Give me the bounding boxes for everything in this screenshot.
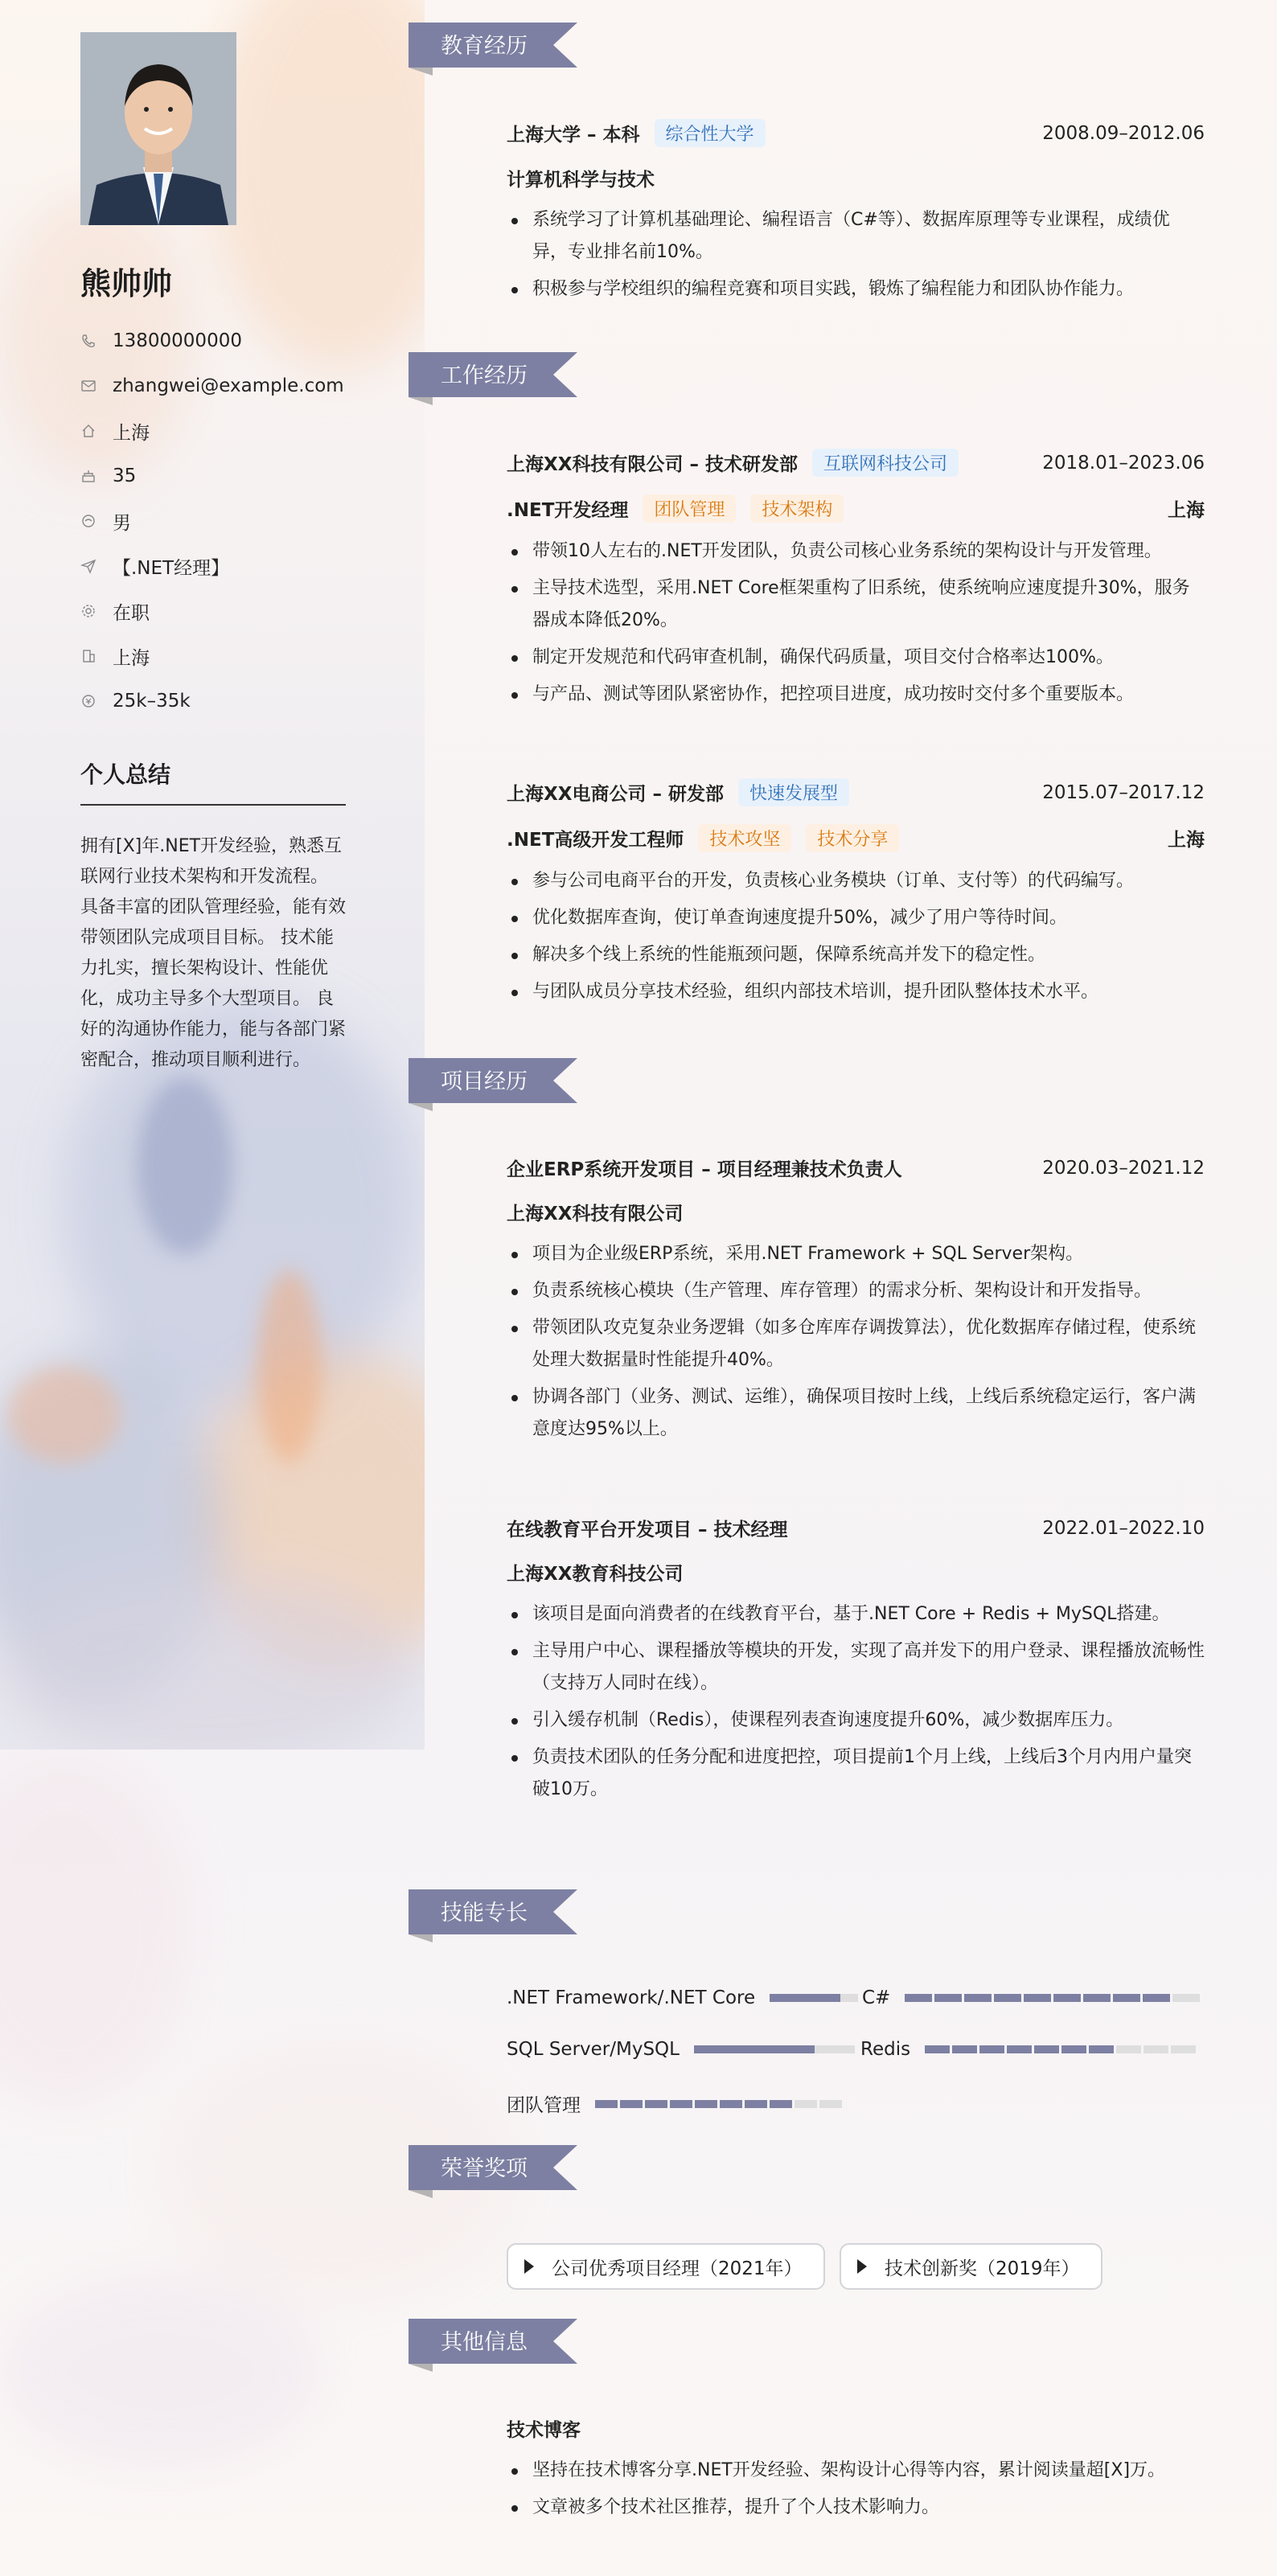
email-text: zhangwei@example.com (113, 375, 344, 396)
section-header-other (409, 2319, 585, 2372)
section-header-awards (409, 2145, 585, 2198)
section-title-work: 工作经历 (441, 363, 528, 388)
skill-level-bar (925, 2045, 1198, 2053)
skill-level-segment-filled (1083, 1994, 1111, 2002)
summary-text: 拥有[X]年.NET开发经验，熟悉互联网行业技术架构和开发流程。 具备丰富的团队管理经验，能有效带领团队完成项目目标。 技术能力扎实，擅长架构设计、性能优化，成功主导多个大型项目。 良好的沟通协作能力，能与各部门紧密配合，推动项目顺利进行。 (80, 836, 347, 1070)
list-item: 解决多个线上系统的性能瓶颈问题，保障系统高并发下的稳定性。 (507, 939, 1205, 971)
play-icon (857, 2259, 867, 2274)
skill-level-segment-filled (925, 2045, 950, 2053)
education-major: 计算机科学与技术 (507, 170, 655, 191)
list-item: 负责系统核心模块（生产管理、库存管理）的需求分析、架构设计和开发指导。 (507, 1275, 1205, 1307)
gender-text: 男 (113, 512, 131, 534)
section-header-skills (409, 1889, 585, 1942)
education-school: 上海大学 – 本科 (507, 125, 640, 146)
skill-level-segment-filled (979, 2045, 1004, 2053)
section-title-skills: 技能专长 (441, 1901, 528, 1926)
skill-level-segment-filled (670, 2100, 692, 2108)
work-skill-tag: 团队管理 (643, 494, 736, 523)
work-company: 上海XX电商公司 – 研发部 (507, 784, 724, 805)
cake-icon (80, 468, 96, 484)
work-skill-tag: 技术攻坚 (698, 824, 791, 852)
list-item: 与产品、测试等团队紧密协作，把控项目进度，成功按时交付多个重要版本。 (507, 679, 1205, 711)
section-title-awards: 荣誉奖项 (441, 2156, 528, 2181)
skill-level-segment-filled (1034, 2045, 1059, 2053)
skill-level-bar (595, 2100, 844, 2108)
skill-level-bar (770, 1994, 858, 2002)
work-skill-tag: 技术分享 (806, 824, 899, 852)
skill-level-rest (815, 2045, 855, 2053)
skill-level-segment-filled (770, 2100, 792, 2108)
skill-item (507, 2039, 855, 2060)
building-icon (80, 648, 96, 664)
contact-info (80, 318, 370, 724)
skill-name: Redis (860, 2039, 911, 2060)
skill-level-segment-filled (645, 2100, 667, 2108)
summary-title: 个人总结 (80, 761, 171, 788)
skill-item (862, 1987, 1202, 2008)
skill-level-fill (694, 2045, 815, 2053)
work-entry (507, 778, 1205, 1013)
play-icon (524, 2259, 534, 2274)
skill-level-segment-filled (745, 2100, 767, 2108)
skill-level-segment-filled (1061, 2045, 1086, 2053)
skill-level-fill (770, 1994, 840, 2002)
section-title-other: 其他信息 (441, 2330, 528, 2355)
work-company: 上海XX科技有限公司 – 技术研发部 (507, 454, 798, 475)
project-date: 2022.01–2022.10 (1042, 1517, 1205, 1539)
list-item: 项目为企业级ERP系统，采用.NET Framework + SQL Server架构。 (507, 1238, 1205, 1270)
project-entry (507, 1515, 1205, 1811)
list-item: 该项目是面向消费者的在线教育平台，基于.NET Core + Redis + MySQL搭建。 (507, 1598, 1205, 1631)
skill-level-segment-filled (905, 1994, 932, 2002)
skill-level-segment-filled (1053, 1994, 1081, 2002)
award-badge (840, 2243, 1102, 2290)
skill-level-segment-filled (934, 1994, 962, 2002)
award-badge (507, 2243, 825, 2290)
skill-level-segment-empty (1171, 2045, 1196, 2053)
work-company-tag: 快速发展型 (738, 778, 849, 806)
skill-level-segment-filled (720, 2100, 742, 2108)
skill-item (507, 2090, 844, 2117)
section-header-work (409, 352, 585, 405)
list-item: 积极参与学校组织的编程竞赛和项目实践，锻炼了编程能力和团队协作能力。 (507, 273, 1205, 306)
section-header-projects (409, 1058, 585, 1111)
project-company: 上海XX科技有限公司 (507, 1204, 684, 1224)
skill-level-bar (905, 1994, 1202, 2002)
skill-level-segment-filled (1089, 2045, 1114, 2053)
status-text: 在职 (113, 602, 150, 624)
city-row (80, 634, 370, 679)
list-item: 制定开发规范和代码审查机制，确保代码质量，项目交付合格率达100%。 (507, 642, 1205, 674)
city-text: 上海 (113, 647, 150, 669)
other-title: 技术博客 (507, 2420, 581, 2441)
skill-name: .NET Framework/.NET Core (507, 1987, 756, 2008)
phone-icon (80, 333, 96, 349)
list-item: 坚持在技术博客分享.NET开发经验、架构设计心得等内容，累计阅读量超[X]万。 (507, 2455, 1205, 2487)
award-text: 公司优秀项目经理（2021年） (552, 2258, 803, 2279)
list-item: 引入缓存机制（Redis），使课程列表查询速度提升60%，减少数据库压力。 (507, 1704, 1205, 1737)
phone-row (80, 318, 370, 363)
skill-level-segment-empty (1172, 1994, 1200, 2002)
work-entry (507, 449, 1205, 716)
skill-level-segment-empty (795, 2100, 817, 2108)
age-row (80, 453, 370, 498)
gender-icon (80, 513, 96, 529)
skill-level-segment-filled (1007, 2045, 1032, 2053)
list-item: 文章被多个技术社区推荐，提升了个人技术影响力。 (507, 2492, 1205, 2524)
mail-icon (80, 378, 96, 394)
education-entry (507, 119, 1205, 310)
list-item: 负责技术团队的任务分配和进度把控，项目提前1个月上线，上线后3个月内用户量突破10万。 (507, 1741, 1205, 1806)
work-date: 2018.01–2023.06 (1042, 452, 1205, 474)
work-location: 上海 (1168, 830, 1205, 851)
skill-level-segment-empty (1144, 2045, 1168, 2053)
list-item: 带领10人左右的.NET开发团队，负责公司核心业务系统的架构设计与开发管理。 (507, 535, 1205, 568)
target-role-row (80, 544, 370, 589)
work-title: .NET高级开发工程师 (507, 830, 684, 851)
project-name: 在线教育平台开发项目 – 技术经理 (507, 1520, 788, 1540)
list-item: 优化数据库查询，使订单查询速度提升50%，减少了用户等待时间。 (507, 902, 1205, 934)
skill-level-segment-empty (1116, 2045, 1141, 2053)
skill-level-segment-filled (595, 2100, 618, 2108)
list-item: 协调各部门（业务、测试、运维），确保项目按时上线，上线后系统稳定运行，客户满意度达95%以上。 (507, 1381, 1205, 1446)
skill-name: C# (862, 1987, 891, 2008)
project-company: 上海XX教育科技公司 (507, 1564, 684, 1585)
skill-level-segment-filled (994, 1994, 1021, 2002)
email-row (80, 363, 370, 408)
salary-text: 25k–35k (113, 691, 191, 712)
location-text: 上海 (113, 422, 150, 444)
list-item: 参与公司电商平台的开发，负责核心业务模块（订单、支付等）的代码编写。 (507, 865, 1205, 897)
list-item: 带领团队攻克复杂业务逻辑（如多仓库库存调拨算法），优化数据库存储过程，使系统处理大数据量时性能提升40%。 (507, 1312, 1205, 1376)
skill-level-segment-filled (620, 2100, 643, 2108)
work-skill-tag: 技术架构 (750, 494, 844, 523)
list-item: 主导用户中心、课程播放等模块的开发，实现了高并发下的用户登录、课程播放流畅性（支持万人同时在线）。 (507, 1635, 1205, 1700)
skill-level-segment-empty (819, 2100, 842, 2108)
education-date: 2008.09–2012.06 (1042, 122, 1205, 144)
skill-name: 团队管理 (507, 2095, 581, 2116)
skill-level-segment-filled (952, 2045, 977, 2053)
home-icon (80, 423, 96, 439)
avatar (80, 32, 236, 225)
send-icon (80, 558, 96, 574)
skill-level-segment-filled (964, 1994, 992, 2002)
skill-item (507, 1987, 858, 2008)
list-item: 主导技术选型，采用.NET Core框架重构了旧系统，使系统响应速度提升30%，服务器成本降低20%。 (507, 572, 1205, 637)
skill-level-bar (694, 2045, 855, 2053)
sidebar (0, 0, 425, 1749)
location-row (80, 408, 370, 453)
list-item: 系统学习了计算机基础理论、编程语言（C#等）、数据库原理等专业课程，成绩优异，专业排名前10%。 (507, 204, 1205, 269)
candidate-name: 熊帅帅 (80, 266, 173, 301)
skill-name: SQL Server/MySQL (507, 2039, 680, 2060)
gear-icon (80, 603, 96, 619)
work-location: 上海 (1168, 500, 1205, 521)
skill-level-segment-filled (1113, 1994, 1140, 2002)
work-company-tag: 互联网科技公司 (812, 449, 959, 477)
target-role-text: 【.NET经理】 (113, 557, 230, 579)
section-header-education (409, 23, 585, 76)
list-item: 与团队成员分享技术经验，组织内部技术培训，提升团队整体技术水平。 (507, 976, 1205, 1008)
project-entry (507, 1155, 1205, 1450)
other-entry (507, 2415, 1205, 2529)
salary-row (80, 679, 370, 724)
section-title-education: 教育经历 (441, 34, 528, 59)
project-name: 企业ERP系统开发项目 – 项目经理兼技术负责人 (507, 1159, 902, 1180)
summary-divider (80, 804, 346, 806)
education-tag: 综合性大学 (655, 119, 766, 147)
work-date: 2015.07–2017.12 (1042, 781, 1205, 803)
skill-item (860, 2039, 1198, 2060)
work-title: .NET开发经理 (507, 500, 629, 521)
skill-level-segment-filled (1143, 1994, 1170, 2002)
skill-level-segment-filled (695, 2100, 717, 2108)
status-row (80, 589, 370, 634)
project-date: 2020.03–2021.12 (1042, 1157, 1205, 1179)
phone-text: 13800000000 (113, 330, 242, 351)
award-text: 技术创新奖（2019年） (885, 2258, 1080, 2279)
gender-row (80, 498, 370, 544)
section-title-projects: 项目经历 (441, 1069, 528, 1094)
skill-level-rest (840, 1994, 858, 2002)
money-icon (80, 693, 96, 709)
age-text: 35 (113, 466, 137, 486)
skill-level-segment-filled (1024, 1994, 1051, 2002)
